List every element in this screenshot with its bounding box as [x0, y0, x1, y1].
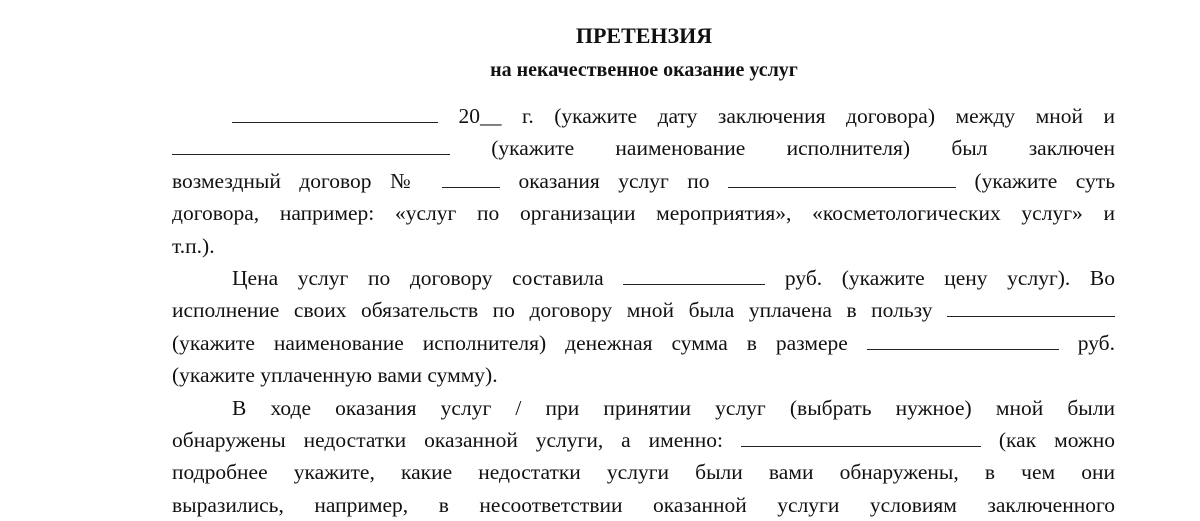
- document-title: ПРЕТЕНЗИЯ: [575, 23, 713, 48]
- defects-blank-field[interactable]: [741, 426, 981, 447]
- text-line: [172, 132, 1115, 164]
- text-line: подробнее укажите, какие недостатки услуги были вами обнаружены, в чем они: [172, 460, 1115, 485]
- paragraph-contract: [172, 100, 1115, 262]
- contractor-name-blank-field[interactable]: [172, 134, 450, 155]
- text-line: [172, 100, 1115, 132]
- line-text: оказания услуг по: [518, 168, 710, 193]
- line-text: 20__ г. (укажите дату заключения договора) между мной и: [458, 104, 1115, 128]
- line-text: возмездный договор №: [172, 168, 424, 193]
- text-line: (укажите уплаченную вами сумму).: [172, 363, 498, 388]
- text-line: [172, 327, 1115, 359]
- line-text: руб. (укажите цену услуг). Во: [784, 265, 1116, 290]
- contract-number-blank-field[interactable]: [442, 167, 500, 188]
- price-blank-field[interactable]: [623, 264, 765, 285]
- line-text: обнаружены недостатки оказанной услуги, а именно:: [172, 427, 724, 452]
- text-line: В ходе оказания услуг / при принятии услуг (выбрать нужное) мной были: [232, 395, 1115, 420]
- contract-subject-blank-field[interactable]: [728, 167, 956, 188]
- line-text: исполнение своих обязательств по договору мной была уплачена в пользу: [172, 298, 933, 323]
- paid-amount-blank-field[interactable]: [867, 329, 1059, 350]
- line-text: (укажите суть: [974, 168, 1115, 193]
- text-line: договора, например: «услуг по организации мероприятия», «косметологических услуг» и: [172, 201, 1115, 226]
- line-text: руб.: [1077, 330, 1115, 355]
- payee-blank-field[interactable]: [947, 296, 1115, 317]
- line-text: Цена услуг по договору составила: [232, 265, 604, 290]
- document-body: [172, 100, 1115, 521]
- paragraph-defects: [172, 392, 1115, 521]
- line-text: (укажите наименование исполнителя) денежная сумма в размере: [172, 330, 848, 355]
- text-line: [172, 294, 1115, 326]
- text-line: т.п.).: [172, 233, 215, 258]
- document-subtitle: на некачественное оказание услуг: [490, 59, 798, 81]
- line-text: (как можно: [998, 427, 1116, 452]
- paragraph-price: [172, 262, 1115, 392]
- text-line: [172, 262, 1115, 294]
- text-line: [172, 424, 1115, 456]
- text-line: [172, 165, 1115, 197]
- line-text: (укажите наименование исполнителя) был заключен: [491, 136, 1116, 161]
- date-blank-field[interactable]: [232, 102, 438, 123]
- text-line: выразились, например, в несоответствии оказанной услуги условиям заключенного: [172, 492, 1115, 517]
